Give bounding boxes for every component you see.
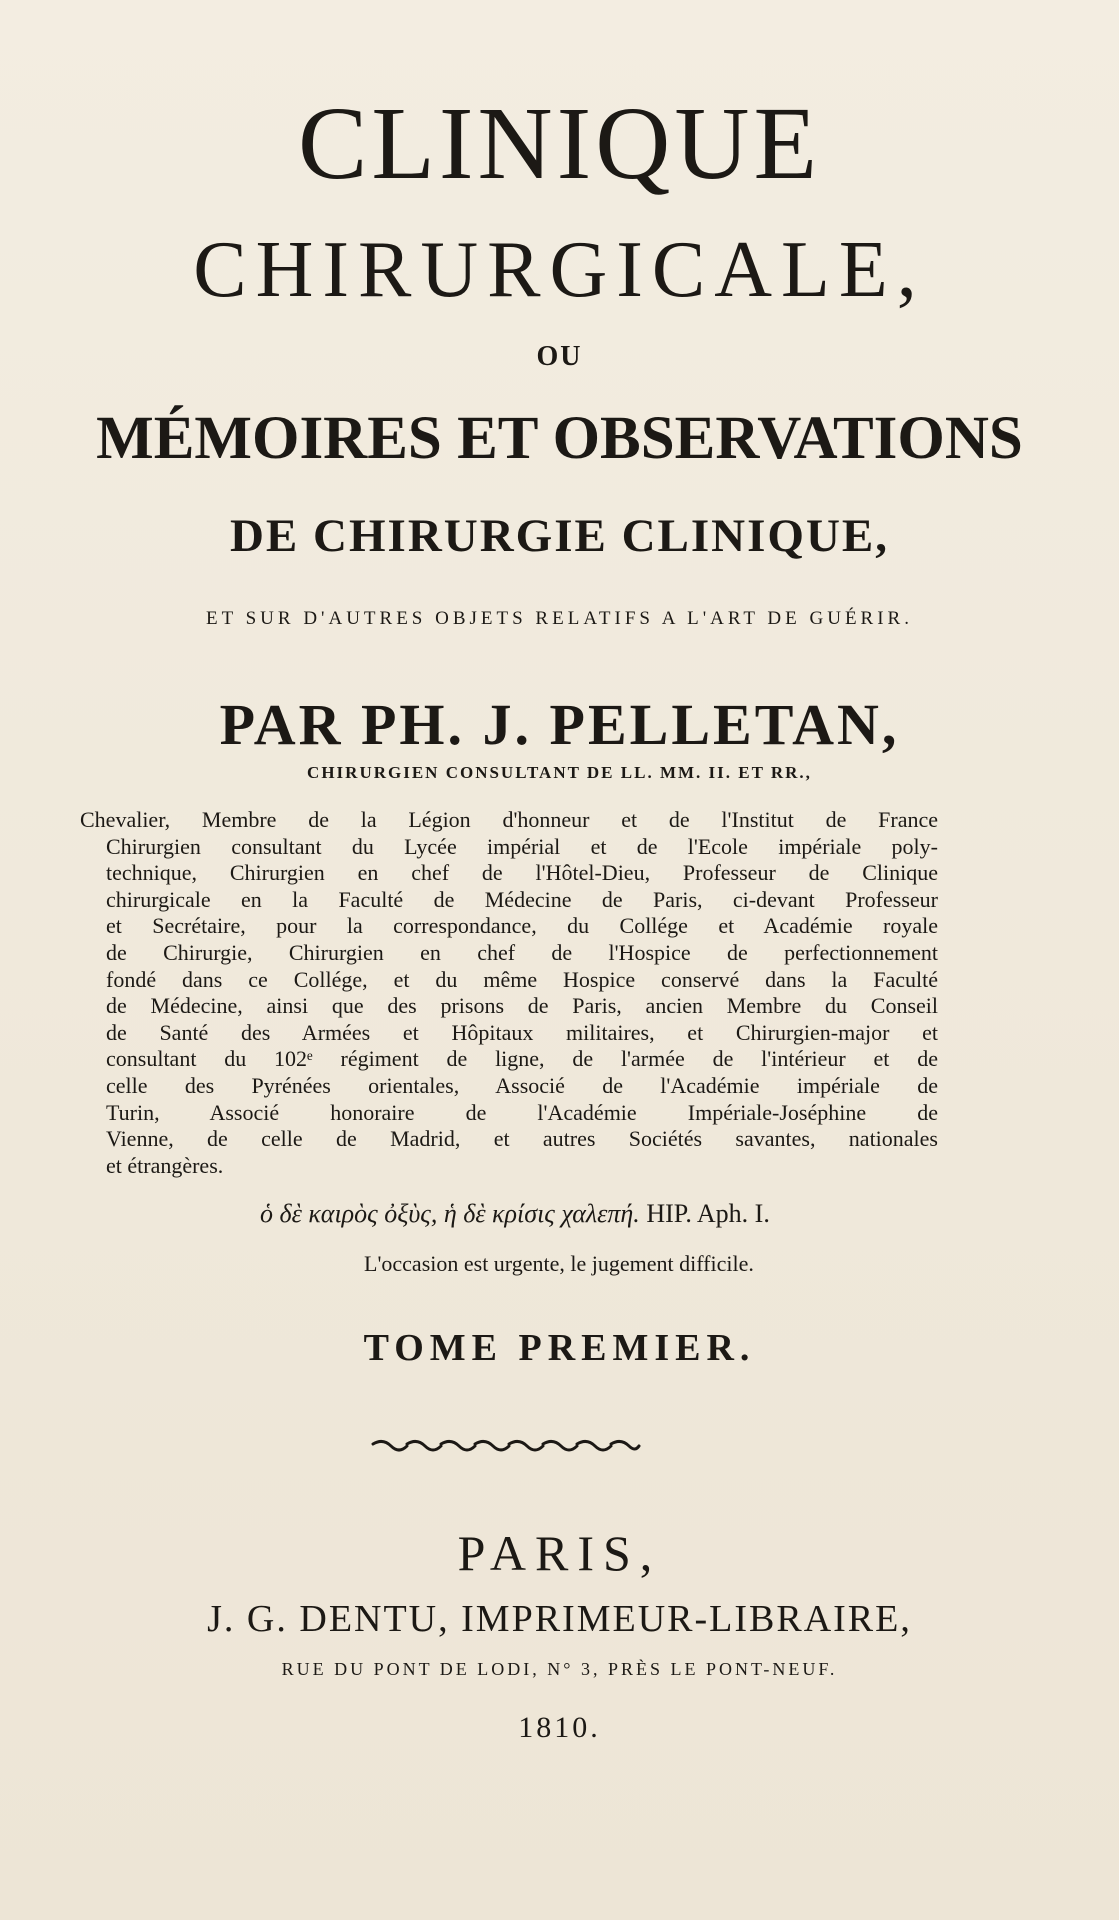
imprint-year: 1810. (518, 1711, 601, 1744)
title-line-4: DE CHIRURGIE CLINIQUE, (229, 510, 890, 562)
credentials-line: de Santé des Armées et Hôpitaux militaires, et Chirurgien-major et (106, 1019, 938, 1045)
imprint-address: RUE DU PONT DE LODI, N° 3, PRÈS LE PONT-NEUF. (281, 1659, 838, 1679)
title-line-2: CHIRURGICALE, (193, 226, 926, 314)
title-line-3: MÉMOIRES ET OBSERVATIONS (96, 405, 1023, 472)
author-credentials (80, 807, 938, 1179)
credentials-line: Turin, Associé honoraire de l'Académie Impériale-Joséphine de (106, 1099, 938, 1125)
credentials-line: technique, Chirurgien en chef de l'Hôtel-Dieu, Professeur de Clinique (106, 860, 938, 886)
volume-label: TOME PREMIER. (363, 1327, 756, 1369)
subtitle: ET SUR D'AUTRES OBJETS RELATIFS A L'ART DE GUÉRIR. (206, 608, 913, 629)
epigraph-greek: ὁ δὲ καιρὸς ὀξὺς, ἡ δὲ κρίσις χαλεπή. (260, 1199, 640, 1228)
credentials-line: de Chirurgie, Chirurgien en chef de l'Hospice de perfectionnement (106, 939, 938, 965)
credentials-line: de Médecine, ainsi que des prisons de Paris, ancien Membre du Conseil (106, 993, 938, 1019)
credentials-line: Vienne, de celle de Madrid, et autres Sociétés savantes, nationales (106, 1126, 938, 1152)
typographic-ornament (369, 1436, 643, 1456)
credentials-line: Chevalier, Membre de la Légion d'honneur et de l'Institut de France (80, 807, 938, 832)
epigraph-source: HIP. Aph. I. (646, 1199, 770, 1228)
credentials-line: et Secrétaire, pour la correspondance, du Collége et Académie royale (106, 913, 938, 939)
credentials-line: consultant du 102ᵉ régiment de ligne, de l'armée de l'intérieur et de (106, 1046, 938, 1072)
author-role: CHIRURGIEN CONSULTANT DE LL. MM. II. ET RR., (307, 763, 812, 782)
author-name: PAR PH. J. PELLETAN, (219, 692, 900, 757)
title-line-1: CLINIQUE (297, 86, 821, 201)
epigraph (260, 1200, 950, 1229)
title-connector: OU (536, 341, 583, 372)
credentials-line: celle des Pyrénées orientales, Associé de l'Académie impériale de (106, 1072, 938, 1098)
imprint-city: PARIS, (457, 1525, 662, 1581)
credentials-line: fondé dans ce Collége, et du même Hospice conservé dans la Faculté (106, 966, 938, 992)
epigraph-translation: L'occasion est urgente, le jugement difficile. (364, 1251, 754, 1276)
credentials-line: Chirurgien consultant du Lycée impérial et de l'Ecole impériale poly- (106, 833, 938, 859)
imprint-publisher: J. G. DENTU, IMPRIMEUR-LIBRAIRE, (207, 1598, 912, 1640)
credentials-line: et étrangères. (106, 1152, 224, 1178)
credentials-line: chirurgicale en la Faculté de Médecine de Paris, ci-devant Professeur (106, 886, 938, 912)
